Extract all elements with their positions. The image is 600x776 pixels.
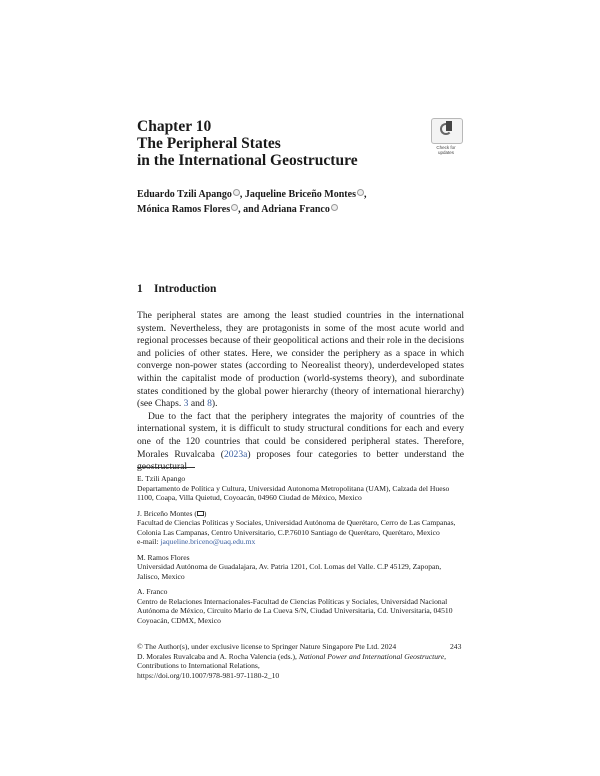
affiliation-name: E. Tzili Apango (137, 474, 186, 483)
affiliation-address: Universidad Autónoma de Guadalajara, Av. Patria 1201, Col. Lomas del Valle. C.P 45129, Zapopan, Jalisco, Mexico (137, 562, 442, 581)
paragraph-text: The peripheral states are among the least studied countries in the international system. Nevertheless, they are protagonists in some of the most acute world and regional processes because of their geopolitical actions and their role in the decisions and policies of other states. Here, we consider the periphery as a space in which converge non-power states (according to Neorealist theory), underdeveloped states within the capitalist mode of production (world-systems theory), and subordinate states conditioned by the global power hierarchy (theory of international hierarchy) (see Chaps. (137, 310, 464, 410)
affiliation-name: M. Ramos Flores (137, 552, 190, 562)
book-title: National Power and International Geostructure (298, 651, 445, 661)
editors: D. Morales Ruvalcaba and A. Rocha Valencia (eds.), (137, 651, 299, 661)
author-separator: , (363, 189, 367, 200)
citation-line (137, 652, 464, 671)
affiliation (137, 553, 464, 582)
email-envelope-icon (197, 511, 204, 516)
check-for-updates-badge[interactable] (431, 118, 461, 154)
affiliation (137, 474, 464, 503)
chapter-heading (137, 118, 437, 169)
affiliation (137, 587, 464, 625)
footnote-divider (137, 467, 195, 468)
paragraph (137, 411, 464, 474)
paragraph-text: and (188, 398, 208, 410)
section-title: Introduction (154, 283, 217, 295)
author-2: , Jaqueline Briceño Montes (239, 189, 356, 200)
check-updates-icon (431, 118, 463, 144)
copyright-line: © The Author(s), under exclusive license to Springer Nature Singapore Pte Ltd. 2024 (137, 642, 397, 651)
chapter-ref-link[interactable]: 3 (183, 398, 189, 410)
email-link[interactable]: jaqueline.briceno@uaq.edu.mx (160, 537, 256, 546)
section-number: 1 (137, 283, 143, 295)
chapter-label: Chapter 10 (137, 118, 212, 135)
affiliations (137, 474, 464, 631)
copyright-footer (137, 642, 464, 680)
orcid-icon[interactable] (331, 204, 338, 211)
citation-link[interactable]: 2023a (223, 448, 248, 460)
email-label: e-mail: (137, 537, 161, 546)
body-text (137, 310, 464, 474)
affiliation-address: Departamento de Política y Cultura, Universidad Autonoma Metropolitana (UAM), Calzada del Hueso 1100, Coapa, Villa Quietud, Coyoacán, 04960 Ciudad de México, Mexico (137, 483, 450, 502)
series-name: , Contributions to International Relations, (137, 651, 446, 670)
affiliation-address: Facultad de Ciencias Políticas y Sociales, Universidad Autónoma de Querétaro, Cerro de Las Campanas, Colonia Las Campanas, Centro Universitario, C.P.76010 Santiago de Querétaro, Querétaro, Mexico (137, 518, 456, 537)
chapter-title-line-1: The Peripheral States (137, 135, 281, 152)
chapter-ref-link[interactable]: 8 (207, 398, 212, 410)
affiliation-address: Centro de Relaciones Internacionales-Facultad de Ciencias Políticas y Sociales, Universidad Nacional Autónoma de México, Circuito Mario de La Cueva S/N, Ciudad Universitaria, Cd. Universitaria, 04510 Coyoacán, CDMX, Mexico (137, 596, 453, 625)
doi-link[interactable]: https://doi.org/10.1007/978-981-97-1180-2_10 (137, 670, 280, 680)
author-1: Eduardo Tzili Apango (137, 189, 232, 200)
paragraph-text: ). (211, 398, 218, 410)
page-number: 243 (450, 642, 462, 651)
author-list (137, 187, 467, 217)
paragraph (137, 310, 464, 411)
paragraph-text: Due to the fact that the periphery integrates the majority of countries of the international system, it is difficult to study structural conditions for each and every one of the 120 countries that could be considered peripheral states. Therefore, Morales Ruvalcaba ( (137, 410, 464, 460)
paragraph-text: ) proposes four categories to better understand the geostructural (137, 448, 465, 473)
orcid-icon[interactable] (233, 189, 240, 196)
chapter-title-line-2: in the International Geostructure (137, 152, 358, 169)
orcid-icon[interactable] (357, 189, 364, 196)
badge-caption: Check for updates (436, 145, 456, 155)
affiliation-name: A. Franco (137, 587, 168, 596)
author-4: , and Adriana Franco (238, 204, 330, 215)
affiliation: J. Briceño Montes ( ) Facultad de Ciencias Políticas y Sociales, Universidad Autónoma de Querétaro, Cerro de Las Campanas, Colonia Las Campanas, Centro Universitario, C.P.76010 Santiago de Querétaro, Querétaro, Mexico e-mail: jaqueline.briceno@uaq.edu.mx (137, 509, 464, 547)
author-3: Mónica Ramos Flores (137, 204, 231, 215)
affiliation-name: J. Briceño Montes (137, 508, 193, 518)
